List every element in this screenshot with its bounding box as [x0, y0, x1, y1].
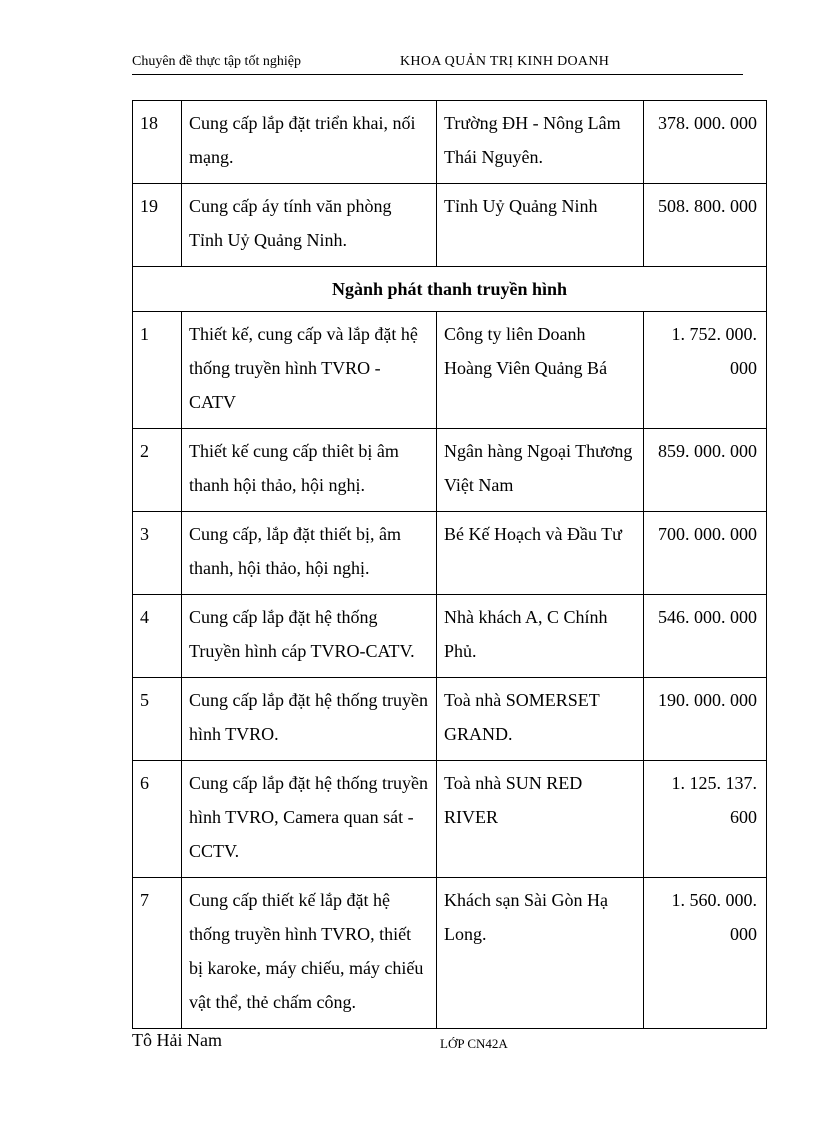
row-number: 19	[133, 184, 182, 267]
row-description: Thiết kế cung cấp thiêt bị âm thanh hội thảo, hội nghị.	[182, 429, 437, 512]
table-row	[133, 429, 767, 512]
row-description: Cung cấp lắp đặt hệ thống truyền hình TVRO, Camera quan sát - CCTV.	[182, 761, 437, 878]
row-client: Công ty liên Doanh Hoàng Viên Quảng Bá	[437, 312, 644, 429]
row-number: 18	[133, 101, 182, 184]
row-client: Nhà khách A, C Chính Phủ.	[437, 595, 644, 678]
row-value: 1. 752. 000. 000	[644, 312, 767, 429]
header-faculty: KHOA QUẢN TRỊ KINH DOANH	[400, 54, 610, 69]
row-description: Cung cấp thiết kế lắp đặt hệ thống truyền hình TVRO, thiết bị karoke, máy chiếu, máy chiếu vật thể, thẻ chấm công.	[182, 878, 437, 1029]
table-row	[133, 101, 767, 184]
section-title: Ngành phát thanh truyền hình	[133, 267, 767, 312]
header-subject: Chuyên đề thực tập tốt nghiệp	[132, 54, 301, 69]
row-value: 700. 000. 000	[644, 512, 767, 595]
row-client: Trường ĐH - Nông Lâm Thái Nguyên.	[437, 101, 644, 184]
row-number: 5	[133, 678, 182, 761]
row-value: 1. 125. 137. 600	[644, 761, 767, 878]
row-description: Cung cấp lắp đặt triển khai, nối mạng.	[182, 101, 437, 184]
row-number: 2	[133, 429, 182, 512]
row-value: 1. 560. 000. 000	[644, 878, 767, 1029]
table-row	[133, 184, 767, 267]
row-client: Ngân hàng Ngoại Thương Việt Nam	[437, 429, 644, 512]
row-number: 4	[133, 595, 182, 678]
row-description: Cung cấp lắp đặt hệ thống truyền hình TVRO.	[182, 678, 437, 761]
row-value: 859. 000. 000	[644, 429, 767, 512]
row-number: 7	[133, 878, 182, 1029]
row-value: 378. 000. 000	[644, 101, 767, 184]
row-description: Cung cấp, lắp đặt thiết bị, âm thanh, hội thảo, hội nghị.	[182, 512, 437, 595]
table-row	[133, 678, 767, 761]
row-description: Cung cấp áy tính văn phòng Tỉnh Uỷ Quảng Ninh.	[182, 184, 437, 267]
page-header	[132, 52, 743, 75]
table-row	[133, 878, 767, 1029]
row-client: Toà nhà SOMERSET GRAND.	[437, 678, 644, 761]
row-client: Khách sạn Sài Gòn Hạ Long.	[437, 878, 644, 1029]
row-client: Bé Kế Hoạch và Đầu Tư	[437, 512, 644, 595]
table-row	[133, 761, 767, 878]
table-row	[133, 512, 767, 595]
table-row	[133, 595, 767, 678]
row-client: Toà nhà SUN RED RIVER	[437, 761, 644, 878]
projects-table	[132, 100, 767, 1029]
author-name: Tô Hải Nam	[132, 1030, 222, 1050]
table-row	[133, 312, 767, 429]
row-number: 6	[133, 761, 182, 878]
row-client: Tỉnh Uỷ Quảng Ninh	[437, 184, 644, 267]
row-description: Thiết kế, cung cấp và lắp đặt hệ thống truyền hình TVRO - CATV	[182, 312, 437, 429]
row-description: Cung cấp lắp đặt hệ thống Truyền hình cáp TVRO-CATV.	[182, 595, 437, 678]
row-value: 190. 000. 000	[644, 678, 767, 761]
class-label: LỚP CN42A	[440, 1036, 508, 1051]
row-value: 546. 000. 000	[644, 595, 767, 678]
row-number: 1	[133, 312, 182, 429]
row-value: 508. 800. 000	[644, 184, 767, 267]
row-number: 3	[133, 512, 182, 595]
section-header-row	[133, 267, 767, 312]
